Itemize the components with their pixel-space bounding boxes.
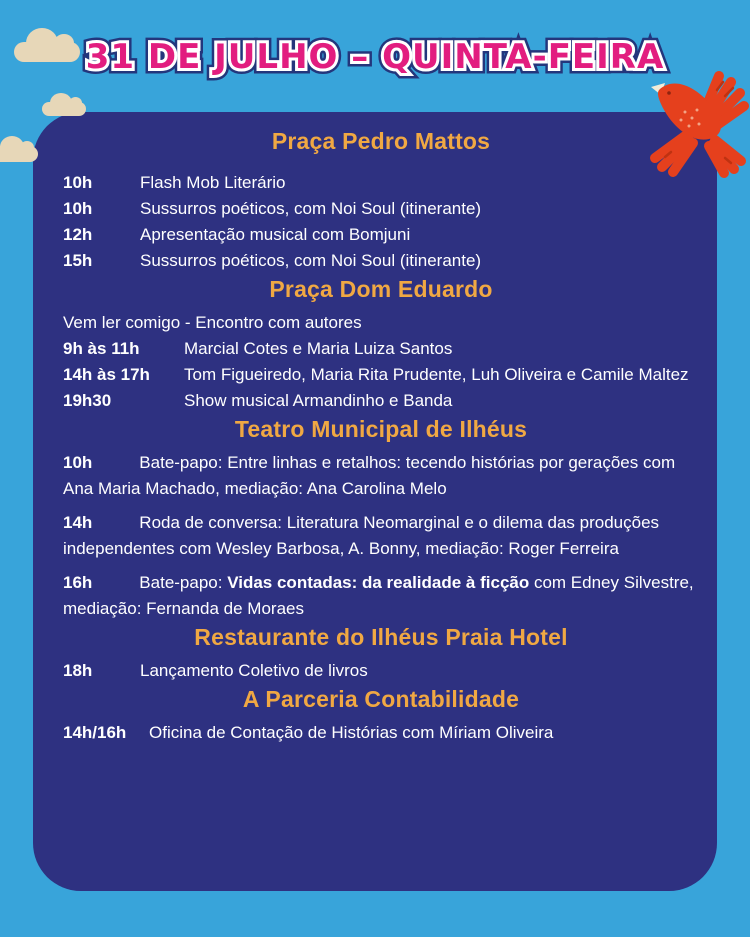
section-events [63, 658, 699, 684]
section-heading-parceria-contabilidade: A Parceria Contabilidade [242, 686, 520, 712]
event-description: Roda de conversa: Literatura Neomarginal e o dilema das produções independentes com Wesley Barbosa, A. Bonny, mediação: Roger Ferreira [63, 513, 660, 558]
event-description: Show musical Armandinho e Banda [184, 391, 453, 410]
event-row [63, 196, 699, 222]
section-events [63, 336, 699, 414]
event-row [63, 570, 699, 622]
event-time: 14h às 17h [63, 365, 150, 384]
event-time: 15h [63, 251, 93, 270]
event-time: 19h30 [63, 391, 112, 410]
header [0, 34, 750, 80]
schedule-panel [33, 112, 717, 891]
event-row [63, 170, 699, 196]
event-time: 14h/16h [63, 723, 127, 742]
event-row [63, 362, 699, 388]
event-description-highlight: Vidas contadas: da realidade à ficção [227, 573, 530, 592]
event-row [63, 450, 699, 502]
event-row [63, 222, 699, 248]
cloud-icon [42, 102, 86, 116]
section-heading-praca-pedro-mattos: Praça Pedro Mattos [271, 128, 491, 154]
section-heading-praca-dom-eduardo: Praça Dom Eduardo [269, 276, 493, 302]
page-title: 31 DE JULHO – QUINTA-FEIRA 31 DE JULHO – QUINTA-FEIRA 31 DE JULHO – QUINTA-FEIRA [86, 34, 665, 80]
event-row [63, 248, 699, 274]
event-time: 18h [63, 661, 93, 680]
section-heading-restaurante: Restaurante do Ilhéus Praia Hotel [194, 624, 568, 650]
event-time: 10h [63, 199, 93, 218]
event-description: Apresentação musical com Bomjuni [140, 225, 411, 244]
event-row [63, 510, 699, 562]
section-events [63, 720, 699, 746]
event-description-prefix: Bate-papo: [139, 573, 228, 592]
event-description: Marcial Cotes e Maria Luiza Santos [184, 339, 453, 358]
red-bird-icon [645, 60, 750, 182]
event-time: 9h às 11h [63, 339, 140, 358]
event-row [63, 720, 699, 746]
section-subtitle: Vem ler comigo - Encontro com autores [63, 313, 362, 332]
event-time: 10h [63, 453, 93, 472]
event-time: 14h [63, 513, 93, 532]
event-time: 12h [63, 225, 93, 244]
section-events [63, 170, 699, 274]
event-row [63, 336, 699, 362]
event-description-suffix: com Edney Silvestre, mediação: Fernanda de Moraes [63, 573, 694, 618]
section-heading-teatro-municipal: Teatro Municipal de Ilhéus [234, 416, 528, 442]
event-description: Sussurros poéticos, com Noi Soul (itinerante) [140, 251, 482, 270]
event-description: Lançamento Coletivo de livros [140, 661, 368, 680]
cloud-icon [0, 146, 38, 162]
event-row [63, 388, 699, 414]
event-description: Tom Figueiredo, Maria Rita Prudente, Luh Oliveira e Camile Maltez [184, 365, 689, 384]
event-description: Oficina de Contação de Histórias com Míriam Oliveira [149, 723, 554, 742]
event-time: 10h [63, 173, 93, 192]
event-description: Bate-papo: Entre linhas e retalhos: tecendo histórias por gerações com Ana Maria Machado, mediação: Ana Carolina Melo [63, 453, 676, 498]
event-time: 16h [63, 573, 93, 592]
event-description: Flash Mob Literário [140, 173, 286, 192]
event-row [63, 658, 699, 684]
event-description: Sussurros poéticos, com Noi Soul (itinerante) [140, 199, 482, 218]
